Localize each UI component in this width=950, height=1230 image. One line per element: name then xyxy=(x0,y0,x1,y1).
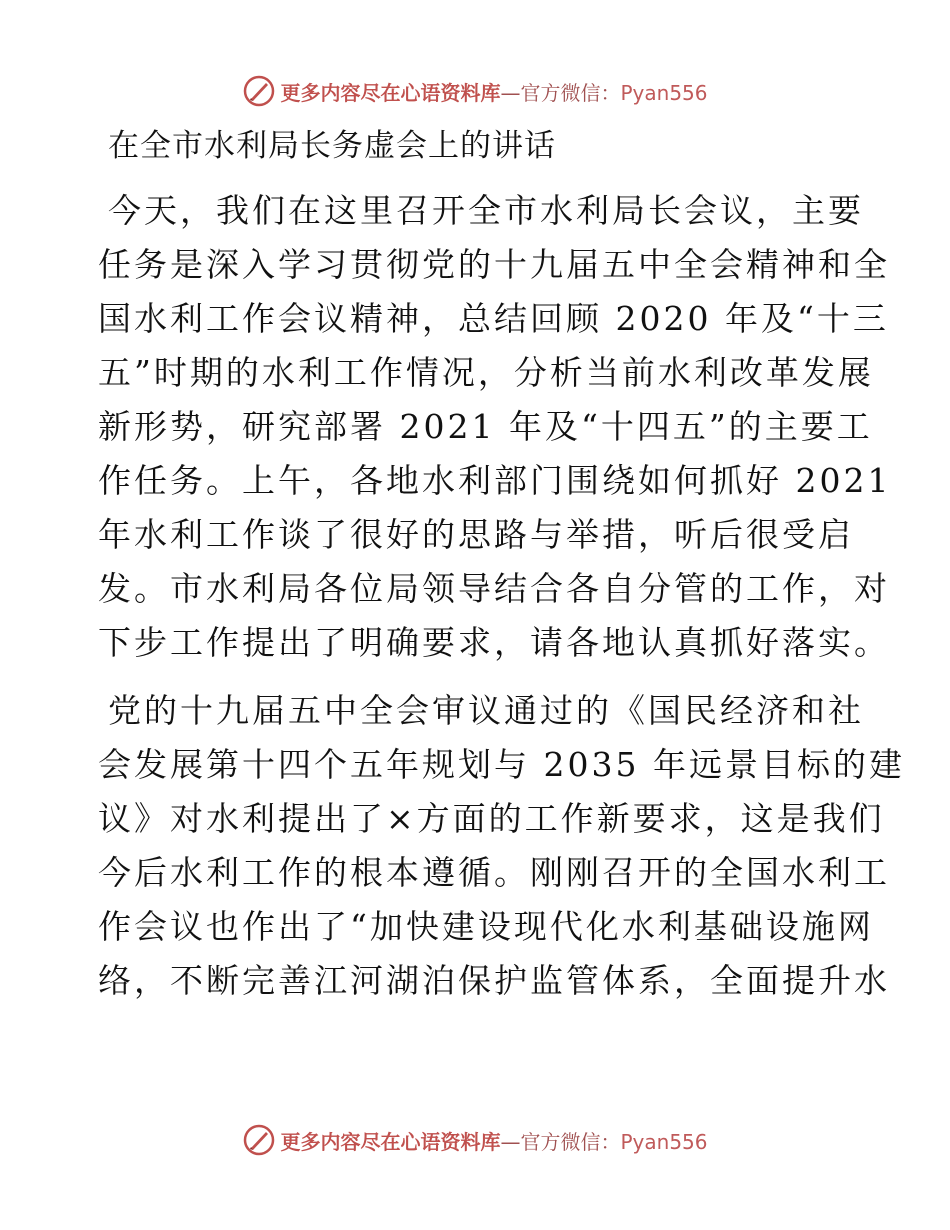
text-line: 党的十九届五中全会审议通过的《国民经济和社 xyxy=(108,691,864,730)
text-line: 今后水利工作的根本遵循。刚刚召开的全国水利工 xyxy=(98,853,890,892)
banner-slogan: 更多内容尽在心语资料库 xyxy=(280,80,501,105)
header-banner xyxy=(0,71,950,111)
banner-text xyxy=(280,1126,707,1155)
text-line: 任务是深入学习贯彻党的十九届五中全会精神和全 xyxy=(98,245,890,284)
text-line: 年水利工作谈了很好的思路与举措，听后很受启 xyxy=(98,515,854,554)
text-line: 今天，我们在这里召开全市水利局长会议，主要 xyxy=(108,191,864,230)
banner-slogan: 更多内容尽在心语资料库 xyxy=(280,1129,501,1154)
feather-pen-logo-icon xyxy=(242,1123,276,1157)
text-line: 议》对水利提出了×方面的工作新要求，这是我们 xyxy=(98,799,885,838)
text-line: 发。市水利局各位局领导结合各自分管的工作，对 xyxy=(98,569,890,608)
banner-text xyxy=(280,77,707,106)
banner-wechat-label: —官方微信： xyxy=(500,1129,621,1154)
banner-wechat-label: —官方微信： xyxy=(500,80,621,105)
banner-wechat-id: Pyan556 xyxy=(620,80,708,105)
footer-banner xyxy=(0,1120,950,1160)
paragraph-2 xyxy=(98,684,905,1008)
feather-pen-logo-icon xyxy=(242,74,276,108)
text-line: 国水利工作会议精神，总结回顾 2020 年及“十三 xyxy=(98,299,889,338)
document-title: 在全市水利局长务虚会上的讲话 xyxy=(108,128,556,164)
document-body xyxy=(98,124,905,1008)
banner-wechat-id: Pyan556 xyxy=(620,1129,708,1154)
text-line: 作任务。上午，各地水利部门围绕如何抓好 2021 xyxy=(98,461,892,500)
text-line: 下步工作提出了明确要求，请各地认真抓好落实。 xyxy=(98,623,890,662)
text-line: 作会议也作出了“加快建设现代化水利基础设施网 xyxy=(98,907,874,946)
text-line: 会发展第十四个五年规划与 2035 年远景目标的建 xyxy=(98,745,905,784)
text-line: 五”时期的水利工作情况，分析当前水利改革发展 xyxy=(98,353,874,392)
paragraph-1 xyxy=(98,184,892,670)
text-line: 新形势，研究部署 2021 年及“十四五”的主要工 xyxy=(98,407,873,446)
text-line: 络，不断完善江河湖泊保护监管体系，全面提升水 xyxy=(98,961,890,1000)
